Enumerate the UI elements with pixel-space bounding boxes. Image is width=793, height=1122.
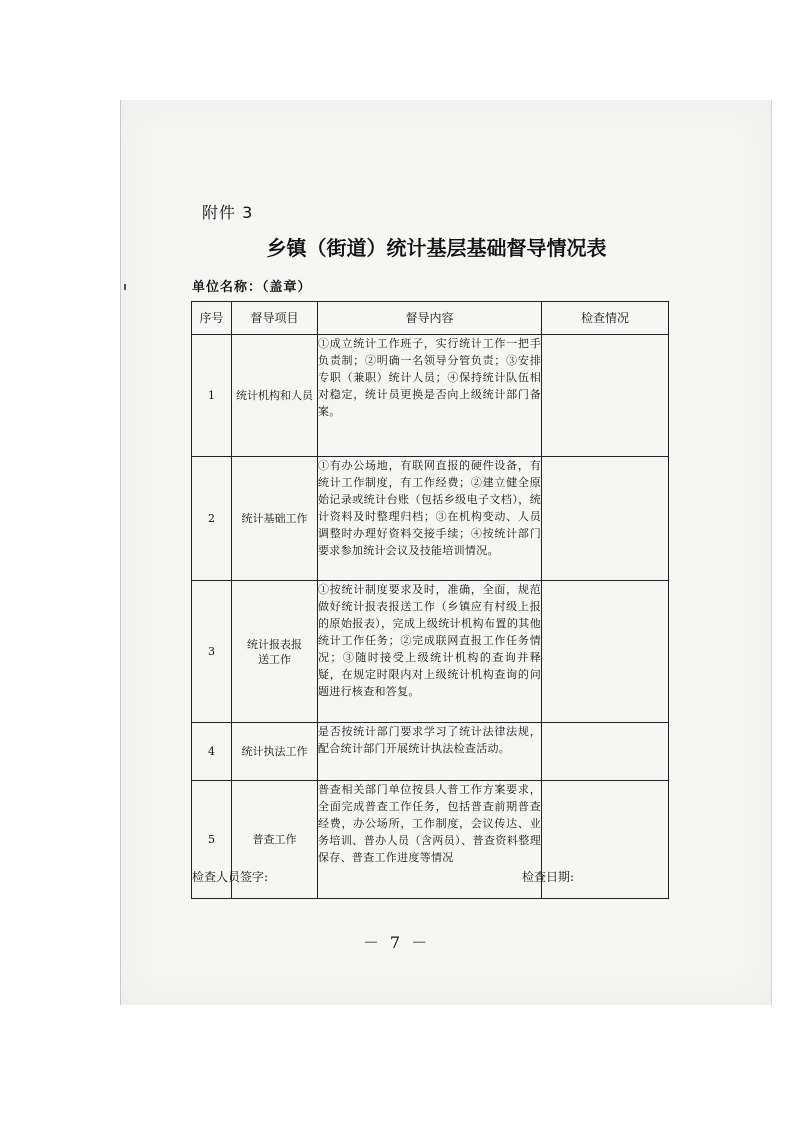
table-row [192, 335, 669, 457]
row-check-cell[interactable] [542, 723, 669, 781]
row-content: ①成立统计工作班子，实行统计工作一把手负责制；②明确一名领导分管负责；③安排专职（兼职）统计人员；④保持统计队伍相对稳定，统计员更换是否向上级统计部门备案。 [318, 335, 542, 457]
header-item: 督导项目 [232, 302, 318, 335]
row-check-cell[interactable] [542, 335, 669, 457]
header-content: 督导内容 [318, 302, 542, 335]
table-row [192, 723, 669, 781]
row-no: 1 [192, 335, 232, 457]
row-check-cell[interactable] [542, 457, 669, 581]
row-content: 是否按统计部门要求学习了统计法律法规，配合统计部门开展统计执法检查活动。 [318, 723, 542, 781]
row-item: 普查工作 [232, 781, 318, 899]
unit-name-label: 单位名称：（盖章） [192, 280, 312, 295]
inspector-signature-label: 检查人员签字: [192, 870, 269, 884]
row-content: ①按统计制度要求及时，准确，全面，规范做好统计报表报送工作（乡镇应有村级上报的原始报表），完成上级统计机构布置的其他统计工作任务；②完成联网直报工作任务情况；③随时接受上级统计机构的查询并释疑，在规定时限内对上级统计机构查询的问题进行核查和答复。 [318, 581, 542, 723]
table-row [192, 581, 669, 723]
row-check-cell[interactable] [542, 581, 669, 723]
row-content: 普查相关部门单位按县人普工作方案要求，全面完成普查工作任务，包括普查前期普查经费，办公场所，工作制度，会议传达、业务培训、普办人员（含两员）、普查资料整理保存、普查工作进度等情况 [318, 781, 542, 899]
row-content: ①有办公场地，有联网直报的硬件设备，有统计工作制度，有工作经费；②建立健全原始记录或统计台账（包括乡级电子文档），统计资料及时整理归档；③在机构变动、人员调整时办理好资料交接手续；④按统计部门要求参加统计会议及技能培训情况。 [318, 457, 542, 581]
row-no: 4 [192, 723, 232, 781]
page-title: 乡镇（街道）统计基层基础督导情况表 [266, 236, 607, 260]
attachment-label: 附件 3 [202, 203, 254, 222]
row-no: 3 [192, 581, 232, 723]
supervision-table [191, 301, 669, 899]
header-check: 检查情况 [542, 302, 669, 335]
scan-mark [124, 284, 126, 290]
page-number: － 7 － [362, 933, 431, 952]
row-item: 统计执法工作 [232, 723, 318, 781]
inspection-date-label: 检查日期: [522, 870, 575, 884]
row-no: 5 [192, 781, 232, 899]
table-row [192, 457, 669, 581]
row-item: 统计报表报送工作 [232, 581, 318, 723]
table-header-row [192, 302, 669, 335]
row-item: 统计基础工作 [232, 457, 318, 581]
row-item: 统计机构和人员 [232, 335, 318, 457]
header-no: 序号 [192, 302, 232, 335]
row-no: 2 [192, 457, 232, 581]
